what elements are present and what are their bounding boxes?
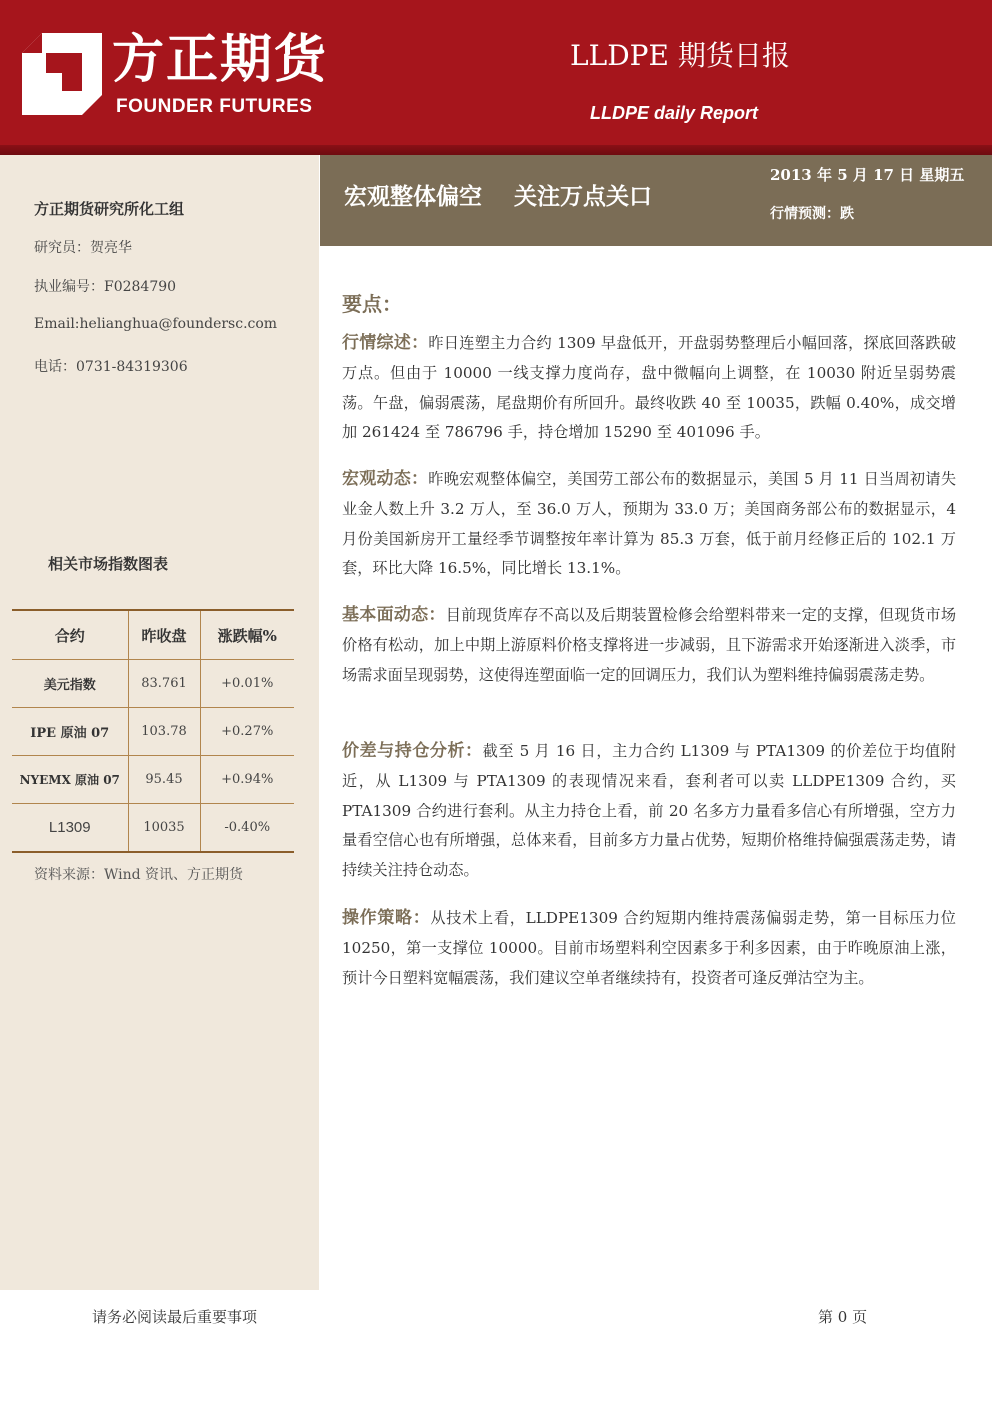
logo-english-name: FOUNDER FUTURES xyxy=(116,96,313,117)
email-address: Email:helianghua@foundersc.com xyxy=(34,316,278,332)
report-date: 2013 年 5 月 17 日 星期五 xyxy=(770,166,965,184)
index-table-title: 相关市场指数图表 xyxy=(48,555,169,573)
table-header-row xyxy=(12,610,294,660)
market-forecast: 行情预测：跌 xyxy=(770,206,854,222)
contract-cell: 美元指数 xyxy=(12,660,128,708)
phone-number: 电话：0731-84319306 xyxy=(34,359,188,375)
paragraph-text: 截至 5 月 16 日，主力合约 L1309 与 PTA1309 的价差位于均值附近，从 L1309 与 PTA1309 的表现情况来看，套利者可以卖 LLDPE1309 合约，买 PTA1309 合约进行套利。从主力持仓上看，前 20 名多方力量看多信心有所增强，空方力量看空信心也有所增强，总体来看，目前多方力量占优势，短期价格维持偏强震荡走势，请持续关注持仓动态。 xyxy=(342,742,956,880)
paragraph-lead: 基本面动态： xyxy=(342,605,446,625)
change-cell: +0.94% xyxy=(200,756,294,804)
fundamentals-paragraph xyxy=(342,601,956,690)
paragraph-text: 昨晚宏观整体偏空，美国劳工部公布的数据显示，美国 5 月 11 日当周初请失业金人数上升 3.2 万人，至 36.0 万人，预期为 33.0 万；美国商务部公布的数据显示，4 月份美国新房开工量经季节调整按年率计算为 85.3 万套，低于前月经修正后的 102.1 万套，环比大降 16.5%，同比增长 13.1%。 xyxy=(342,470,957,578)
footer-notice: 请务必阅读最后重要事项 xyxy=(92,1308,258,1326)
keypoints-heading: 要点： xyxy=(342,292,402,316)
contract-cell: IPE 原油 07 xyxy=(12,708,128,756)
paragraph-text: 目前现货库存不高以及后期装置检修会给塑料带来一定的支撑，但现货市场价格有松动，加上中期上游原料价格支撑将进一步减弱，且下游需求开始逐渐进入淡季，市场需求面呈现弱势，这使得连塑面临一定的回调压力，我们认为塑料维持偏弱震荡走势。 xyxy=(342,606,957,684)
close-cell: 95.45 xyxy=(128,756,200,804)
contract-cell: L1309 xyxy=(12,804,128,853)
paragraph-lead: 宏观动态： xyxy=(342,469,429,489)
market-index-table xyxy=(12,609,294,853)
paragraph-lead: 操作策略： xyxy=(342,908,431,928)
license-number: 执业编号：F0284790 xyxy=(34,279,177,295)
paragraph-lead: 价差与持仓分析： xyxy=(342,741,483,761)
market-summary-paragraph xyxy=(342,329,956,448)
column-header: 昨收盘 xyxy=(128,610,200,660)
close-cell: 103.78 xyxy=(128,708,200,756)
close-cell: 10035 xyxy=(128,804,200,853)
header-divider xyxy=(0,145,992,155)
strategy-paragraph xyxy=(342,904,956,993)
report-subtitle: LLDPE daily Report xyxy=(590,103,759,123)
researcher-name: 研究员：贺亮华 xyxy=(34,240,132,256)
founder-logo-icon xyxy=(22,33,102,115)
table-row xyxy=(12,804,294,853)
report-title: LLDPE 期货日报 xyxy=(570,39,790,72)
logo-chinese-name: 方正期货 xyxy=(112,30,329,90)
report-headline: 宏观整体偏空 关注万点关口 xyxy=(344,183,653,210)
spread-position-paragraph xyxy=(342,737,956,886)
page-number: 第 0 页 xyxy=(818,1308,868,1326)
macro-paragraph xyxy=(342,465,956,584)
close-cell: 83.761 xyxy=(128,660,200,708)
table-row xyxy=(12,756,294,804)
table-row xyxy=(12,660,294,708)
contract-cell: NYEMX 原油 07 xyxy=(12,756,128,804)
header-banner xyxy=(0,0,992,145)
table-row xyxy=(12,708,294,756)
paragraph-text: 昨日连塑主力合约 1309 早盘低开，开盘弱势整理后小幅回落，探底回落跌破万点。但由于 10000 一线支撑力度尚存，盘中微幅向上调整，在 10030 附近呈弱势震荡。午盘，偏弱震荡，尾盘期价有所回升。最终收跌 40 至 10035，跌幅 0.40%，成交增加 261424 至 786796 手，持仓增加 15290 至 401096 手。 xyxy=(342,334,957,442)
column-header: 涨跌幅% xyxy=(200,610,294,660)
paragraph-lead: 行情综述： xyxy=(342,333,429,353)
research-group: 方正期货研究所化工组 xyxy=(34,200,185,218)
paragraph-text: 从技术上看，LLDPE1309 合约短期内维持震荡偏弱走势，第一目标压力位 10250，第一支撑位 10000。目前市场塑料利空因素多于利多因素，由于昨晚原油上涨，预计今日塑料宽幅震荡，我们建议空单者继续持有，投资者可逢反弹沽空为主。 xyxy=(342,909,956,987)
column-header: 合约 xyxy=(12,610,128,660)
change-cell: +0.01% xyxy=(200,660,294,708)
data-source: 资料来源：Wind 资讯、方正期货 xyxy=(34,867,244,883)
change-cell: -0.40% xyxy=(200,804,294,853)
change-cell: +0.27% xyxy=(200,708,294,756)
